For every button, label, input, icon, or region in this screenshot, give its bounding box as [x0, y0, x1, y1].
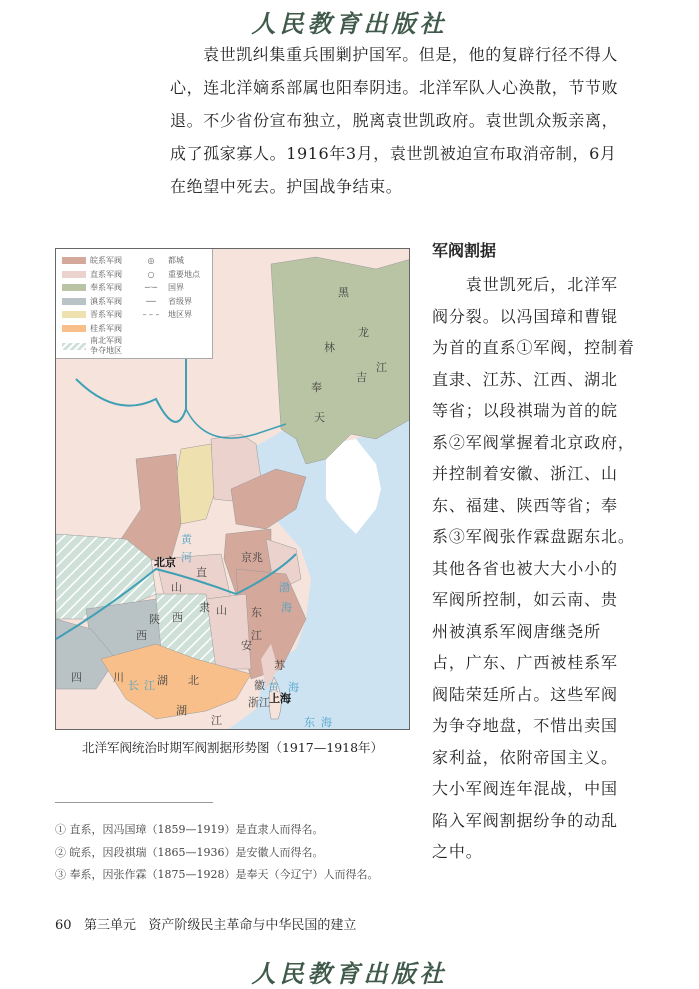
- legend-swatch: [62, 311, 86, 318]
- section-line: 为首的直系①军阀，控制着: [432, 338, 635, 357]
- map-label: 湖: [176, 704, 187, 717]
- map-label: 山: [171, 581, 182, 594]
- legend-area-item: [62, 282, 122, 293]
- legend-label: 国界: [168, 283, 184, 292]
- map-label: 隶: [199, 601, 210, 614]
- section-line: 直隶、江苏、江西、湖北: [432, 369, 618, 389]
- map-label: 渤: [279, 581, 290, 594]
- map-label: 吉: [356, 371, 367, 384]
- paragraph-line: 退。不少省份宣布独立，脱离袁世凯政府。袁世凯众叛亲离，: [170, 111, 619, 130]
- map-label: [251, 729, 262, 730]
- section-line: 家利益，依附帝国主义。: [432, 747, 618, 767]
- map-label: 海: [288, 681, 299, 694]
- map-label: 西: [136, 629, 147, 642]
- legend-label: 直系军阀: [90, 269, 122, 279]
- footnote: ② 皖系，因段祺瑞（1865—1936）是安徽人而得名。: [55, 846, 324, 859]
- legend-area-item: [62, 336, 126, 356]
- legend-symbol-item: [138, 282, 184, 293]
- section-line: 阀陆荣廷所占。这些军阀: [432, 684, 618, 704]
- legend-symbol-icon: ──: [146, 296, 156, 306]
- legend-label: 皖系军阀: [90, 256, 122, 265]
- map-caption: 北洋军阀统治时期军阀割据形势图（1917—1918年）: [81, 740, 384, 755]
- legend-label: 省级界: [168, 296, 192, 306]
- section-line: 陷入军阀割据纷争的动乱: [432, 810, 618, 830]
- map-label: 江: [144, 679, 155, 692]
- section-heading: 军阀割据: [432, 241, 497, 260]
- map-label: 西: [172, 611, 183, 624]
- legend-label: 重要地点: [168, 269, 200, 279]
- section-line: 袁世凯死后，北洋军: [432, 275, 618, 294]
- legend-symbol-item: [138, 296, 192, 307]
- map-label: 四: [71, 671, 82, 684]
- section-line: 之中。: [432, 842, 483, 861]
- paragraph-line: 心，连北洋嫡系部属也阳奉阴违。北洋军队人心涣散，节节败: [170, 78, 619, 97]
- section-line: 阀分裂。以冯国璋和曹锟: [432, 306, 618, 326]
- section-line: 并控制着安徽、浙江、山: [432, 464, 618, 483]
- page-number: 60: [55, 918, 72, 933]
- page-footer: [55, 914, 356, 933]
- section-line: 其他各省也被大大小小的: [432, 558, 618, 578]
- map-label: 浙江: [248, 696, 270, 709]
- section-line: 为争夺地盘，不惜出卖国: [432, 716, 618, 735]
- map-label: 长: [128, 679, 139, 692]
- map-label: 龙: [358, 326, 369, 339]
- map-label: [101, 729, 112, 730]
- legend-symbol-item: [138, 269, 200, 280]
- legend-area-item: [62, 269, 122, 280]
- footnote: ① 直系，因冯国璋（1859—1919）是直隶人而得名。: [55, 823, 324, 836]
- legend-symbol-icon: – – –: [142, 310, 160, 319]
- legend-swatch: [62, 284, 86, 291]
- legend-label: 滇系军阀: [90, 296, 122, 306]
- map-label: 北京: [154, 556, 176, 569]
- map-label: 东: [251, 606, 262, 619]
- legend-area-item: [62, 323, 122, 334]
- section-line: 东、福建、陕西等省；奉: [432, 495, 618, 515]
- unit-title: 资产阶级民主革命与中华民国的建立: [148, 918, 357, 933]
- map-label: 海: [281, 601, 292, 614]
- legend-label: 地区界: [168, 310, 192, 319]
- map-label: 徽: [254, 679, 265, 692]
- legend-label: 都城: [168, 256, 184, 265]
- legend-symbol-icon: ─·─: [144, 283, 158, 292]
- map-label: 川: [113, 671, 124, 684]
- section-line: 大小军阀连年混战，中国: [432, 779, 618, 798]
- legend-label: 晋系军阀: [90, 310, 122, 319]
- map-label: 天: [314, 411, 325, 424]
- section-line: 等省；以段祺瑞为首的皖: [432, 401, 618, 420]
- map-label: 江: [211, 714, 222, 727]
- section-line: 军阀所控制，如云南、贵: [432, 590, 618, 609]
- map-label: 江: [376, 361, 387, 374]
- map-label: 苏: [274, 659, 285, 672]
- legend-area-item: [62, 255, 122, 266]
- section-line: 占，广东、广西被桂系军: [432, 653, 618, 672]
- section-line: 系③军阀张作霖盘踞东北。: [432, 527, 635, 546]
- legend-label: 桂系军阀: [90, 323, 122, 333]
- legend-swatch: [62, 343, 86, 350]
- legend-swatch: [62, 271, 86, 278]
- footnote: ③ 奉系，因张作霖（1875—1928）是奉天（今辽宁）人而得名。: [55, 868, 379, 881]
- map-label: 山: [216, 604, 227, 617]
- map-label: 安: [241, 639, 252, 652]
- map-label: [136, 729, 147, 730]
- map-label: 黄: [181, 533, 192, 546]
- section-line: 州被滇系军阀唐继尧所: [432, 621, 602, 641]
- paragraph-line: 在绝望中死去。护国战争结束。: [170, 177, 403, 196]
- paragraph-line: 成了孤家寡人。1916年3月，袁世凯被迫宣布取消帝制，6月: [170, 144, 617, 163]
- legend-swatch: [62, 325, 86, 332]
- map-legend: [56, 249, 213, 359]
- map-label: 北: [188, 674, 199, 687]
- map-label: 湖: [157, 674, 168, 687]
- legend-label: 奉系军阀: [90, 283, 122, 292]
- map-label: 江: [251, 629, 262, 642]
- legend-area-item: [62, 296, 122, 307]
- publisher-logo: 人民教育出版社: [251, 9, 448, 38]
- legend-symbol-icon: ○: [147, 269, 155, 279]
- map-label: 黄: [268, 681, 279, 694]
- footnote-divider: [55, 802, 213, 803]
- publisher-logo-bottom: 人民教育出版社: [251, 959, 448, 988]
- map-label: 东: [304, 716, 315, 729]
- legend-swatch: [62, 298, 86, 305]
- map-label: 直: [196, 566, 207, 579]
- map-label: 陕: [149, 613, 160, 626]
- map-label: [181, 729, 192, 730]
- legend-symbol-item: [138, 255, 184, 266]
- legend-symbol-item: [138, 309, 192, 320]
- unit-label: 第三单元: [83, 918, 136, 933]
- legend-area-item: [62, 309, 122, 320]
- map-label: 京兆: [241, 551, 263, 564]
- map-label: 上海: [269, 692, 291, 705]
- map-label: 河: [181, 551, 192, 564]
- section-line: 系②军阀掌握着北京政府，: [432, 432, 635, 452]
- legend-symbol-icon: ◎: [147, 256, 155, 265]
- paragraph-line: 袁世凯纠集重兵围剿护国军。但是，他的复辟行径不得人: [203, 45, 619, 64]
- warlord-map: [55, 248, 410, 730]
- legend-swatch: [62, 257, 86, 264]
- map-label: 黑: [338, 286, 349, 299]
- legend-label: 南北军阀争夺地区: [90, 336, 122, 355]
- map-label: 海: [321, 716, 332, 729]
- map-label: 奉: [311, 381, 322, 394]
- map-label: 林: [324, 341, 335, 354]
